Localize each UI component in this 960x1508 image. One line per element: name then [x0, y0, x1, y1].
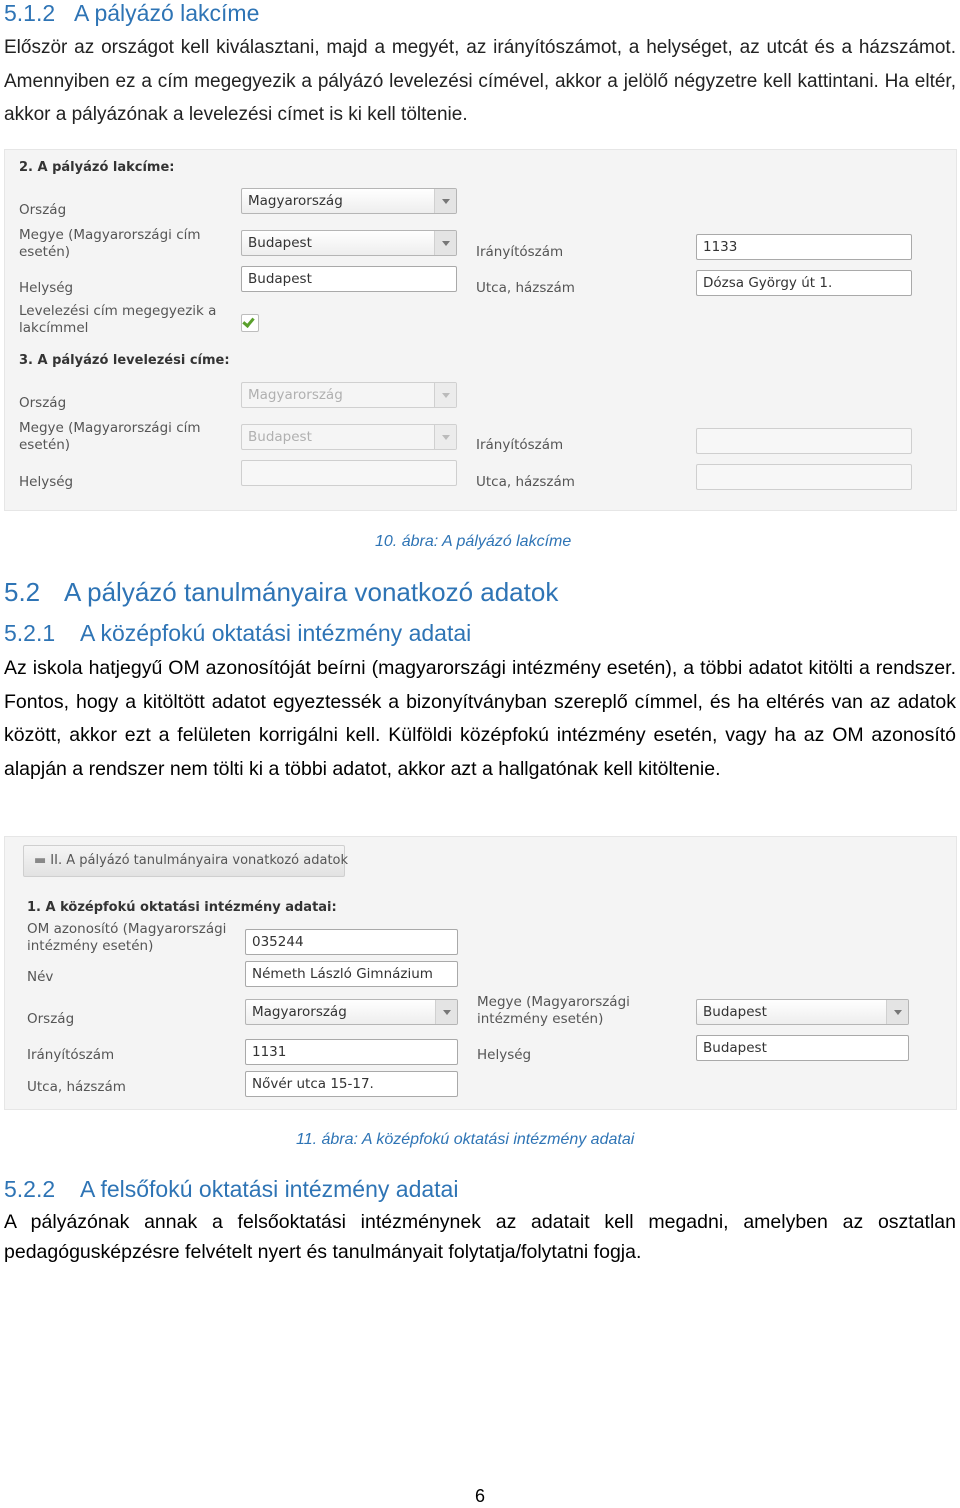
label-country: Ország: [27, 1011, 75, 1027]
label-county: Megye (Magyarországi intézmény esetén): [477, 994, 630, 1027]
school-country-select[interactable]: [245, 999, 458, 1025]
same-address-checkbox[interactable]: [241, 314, 259, 332]
county-value: Budapest: [248, 235, 312, 251]
label-city: Helység: [477, 1047, 532, 1063]
chevron-down-icon: [434, 383, 456, 407]
chevron-down-icon: [434, 425, 456, 449]
school-county-value: Budapest: [703, 1004, 767, 1020]
section-tab-studies[interactable]: [23, 845, 349, 877]
section-title-residence: 2. A pályázó lakcíme:: [19, 160, 175, 175]
chevron-down-icon: [434, 231, 456, 255]
school-street-input[interactable]: Nővér utca 15-17.: [245, 1071, 458, 1097]
paragraph-higher-education: A pályázónak annak a felsőoktatási intézménynek az adatait kell megadni, amelyben az osztatlan pedagógusképzésre felvételt nyert és tanulmányait folytatja/folytatni fogja.: [4, 1211, 956, 1263]
label-postal-code: Irányítószám: [27, 1047, 115, 1063]
chevron-down-icon: [886, 1000, 908, 1024]
checkmark-icon: [242, 315, 254, 328]
section-number: 5.2: [4, 577, 41, 607]
section-title: A felsőfokú oktatási intézmény adatai: [80, 1176, 459, 1202]
figure-10-caption: 10. ábra: A pályázó lakcíme: [375, 533, 572, 550]
section-heading-5-2-1: [4, 620, 471, 647]
om-id-input[interactable]: 035244: [245, 929, 458, 955]
mailing-street-input[interactable]: [696, 464, 912, 490]
city-input[interactable]: Budapest: [241, 266, 457, 292]
label-mailing-street: Utca, házszám: [476, 474, 575, 490]
mailing-postal-code-input[interactable]: [696, 428, 912, 454]
figure-11-secondary-school-form: [4, 836, 957, 1110]
label-county: Megye (Magyarországi cím esetén): [19, 227, 201, 260]
mailing-county-select[interactable]: [241, 424, 457, 450]
label-country: Ország: [19, 202, 67, 218]
section-title-mailing: 3. A pályázó levelezési címe:: [19, 353, 230, 368]
label-street: Utca, házszám: [476, 280, 575, 296]
label-same-address: Levelezési cím megegyezik a lakcímmel: [19, 303, 217, 336]
label-mailing-county: Megye (Magyarországi cím esetén): [19, 420, 201, 453]
figure-10-address-form: [4, 149, 957, 511]
label-mailing-postal-code: Irányítószám: [476, 437, 564, 453]
mailing-country-select[interactable]: [241, 382, 457, 408]
postal-code-input[interactable]: 1133: [696, 234, 912, 260]
school-postal-code-input[interactable]: 1131: [245, 1039, 458, 1065]
mailing-city-input[interactable]: [241, 460, 457, 486]
country-select[interactable]: [241, 188, 457, 214]
mailing-country-value: Magyarország: [248, 387, 343, 403]
paragraph-lakcim: Először az országot kell kiválasztani, majd a megyét, az irányítószámot, a helységet, az utcát és a házszámot. Amennyiben ez a cím megegyezik a pályázó levelezési címével, akkor a jelölő négyzetre kell kattintani. Ha eltér, akkor a pályázónak a levelezési címet is ki kell töltenie.: [4, 37, 956, 125]
label-mailing-country: Ország: [19, 395, 67, 411]
section-heading-5-2: [4, 577, 558, 608]
label-postal-code: Irányítószám: [476, 244, 564, 260]
school-city-input[interactable]: Budapest: [696, 1035, 909, 1061]
school-county-select[interactable]: [696, 999, 909, 1025]
label-city: Helység: [19, 280, 74, 296]
street-input[interactable]: Dózsa György út 1.: [696, 270, 912, 296]
section-title: A pályázó lakcíme: [74, 0, 260, 26]
county-select[interactable]: [241, 230, 457, 256]
section-heading-5-1-2: [4, 0, 259, 27]
section-title: A pályázó tanulmányaira vonatkozó adatok: [64, 577, 559, 607]
label-mailing-city: Helység: [19, 474, 74, 490]
figure-11-caption: 11. ábra: A középfokú oktatási intézmény adatai: [296, 1131, 635, 1148]
section-title-secondary: 1. A középfokú oktatási intézmény adatai:: [27, 900, 337, 915]
page-number: 6: [474, 1486, 485, 1506]
chevron-down-icon: [434, 189, 456, 213]
section-heading-5-2-2: [4, 1176, 458, 1203]
chevron-down-icon: [435, 1000, 457, 1024]
collapse-icon: ▬: [34, 853, 47, 868]
section-number: 5.1.2: [4, 0, 56, 26]
country-value: Magyarország: [248, 193, 343, 209]
section-title: A középfokú oktatási intézmény adatai: [80, 620, 472, 646]
school-name-input[interactable]: Németh László Gimnázium: [245, 961, 458, 987]
mailing-county-value: Budapest: [248, 429, 312, 445]
label-om-id: OM azonosító (Magyarországi intézmény esetén): [27, 921, 227, 954]
school-country-value: Magyarország: [252, 1004, 347, 1020]
section-number: 5.2.2: [4, 1176, 56, 1202]
label-street: Utca, házszám: [27, 1079, 126, 1095]
section-tab-label: II. A pályázó tanulmányaira vonatkozó adatok: [50, 853, 349, 868]
section-number: 5.2.1: [4, 620, 56, 646]
label-name: Név: [27, 969, 54, 985]
paragraph-secondary-school: Az iskola hatjegyű OM azonosítóját beírni (magyarországi intézmény esetén), a többi adatot kitölti a rendszer. Fontos, hogy a kitöltött adatot egyeztessék a bizonyítványban szereplő címmel, és ha eltérés van az adatok között, akkor ezt a felületen korrigálni kell. Külföldi középfokú intézmény esetén, vagy ha az OM azonosító alapján a rendszer nem tölti ki a többi adatot, akkor azt a hallgatónak kell kitöltenie.: [4, 657, 956, 780]
